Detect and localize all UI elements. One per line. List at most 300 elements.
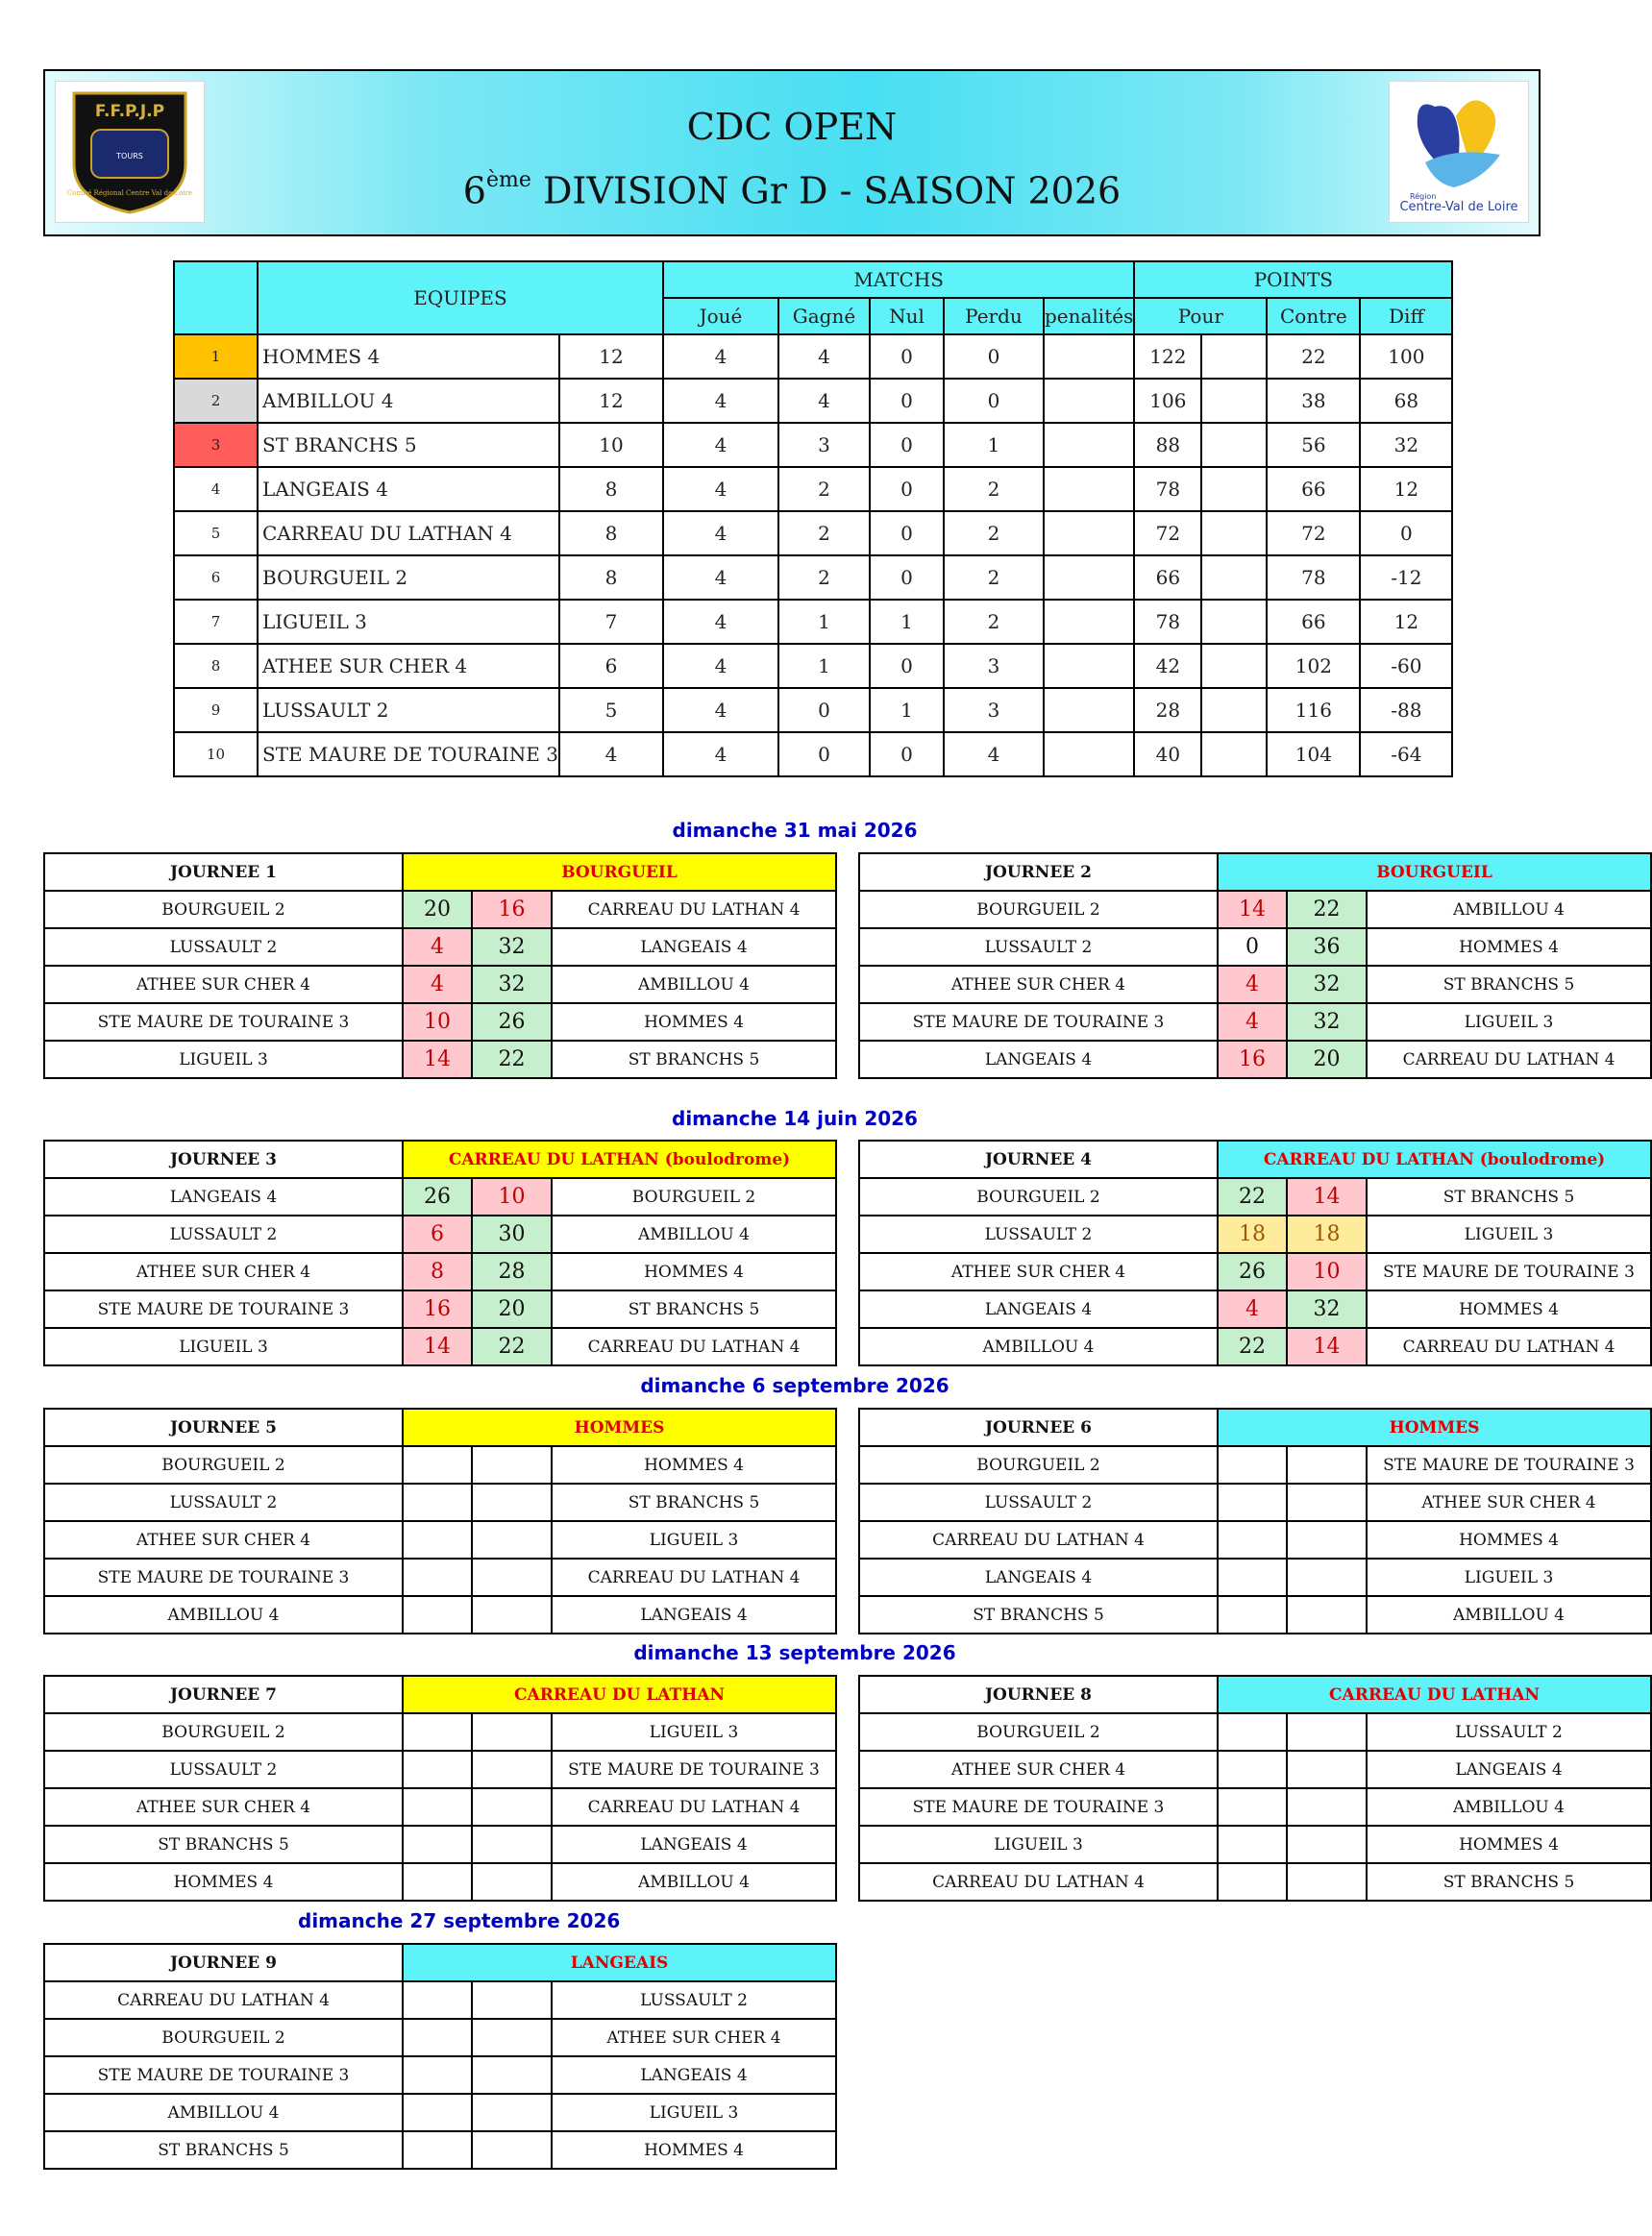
home-team: LANGEAIS 4 [44, 1178, 403, 1216]
match-row [44, 1003, 836, 1041]
away-score: 30 [472, 1216, 552, 1253]
away-team: AMBILLOU 4 [1367, 1596, 1651, 1634]
rank-cell: 9 [174, 688, 258, 732]
gagne-cell: 2 [778, 511, 870, 555]
team-points-cell: 8 [559, 511, 663, 555]
diff-cell: -64 [1360, 732, 1452, 776]
away-team: STE MAURE DE TOURAINE 3 [1367, 1446, 1651, 1484]
gagne-cell: 4 [778, 379, 870, 423]
standings-body [174, 334, 1452, 776]
match-row [44, 1826, 836, 1863]
match-row [859, 966, 1651, 1003]
contre-cell: 72 [1267, 511, 1360, 555]
home-score [1218, 1521, 1287, 1559]
journee-venue: HOMMES [403, 1409, 836, 1446]
home-score: 26 [403, 1178, 472, 1216]
home-team: BOURGUEIL 2 [44, 891, 403, 928]
away-score [472, 2094, 552, 2131]
away-score [1287, 1559, 1367, 1596]
home-score: 22 [1218, 1178, 1287, 1216]
home-score: 14 [403, 1041, 472, 1078]
away-score [1287, 1713, 1367, 1751]
penalites-cell [1044, 334, 1134, 379]
contre-cell: 104 [1267, 732, 1360, 776]
journee-title: JOURNEE 1 [44, 853, 403, 891]
away-team: CARREAU DU LATHAN 4 [1367, 1041, 1651, 1078]
penalites-cell [1044, 600, 1134, 644]
match-row [44, 928, 836, 966]
title-line-2 [45, 156, 1539, 220]
away-team: LIGUEIL 3 [552, 1713, 836, 1751]
team-name-cell: LUSSAULT 2 [258, 688, 559, 732]
home-team: ST BRANCHS 5 [859, 1596, 1218, 1634]
home-score: 4 [403, 928, 472, 966]
pour-header: Pour [1134, 298, 1267, 334]
home-score: 4 [1218, 1290, 1287, 1328]
away-score: 28 [472, 1253, 552, 1290]
match-row [44, 1713, 836, 1751]
away-team: ST BRANCHS 5 [552, 1484, 836, 1521]
contre-cell: 102 [1267, 644, 1360, 688]
rank-cell: 8 [174, 644, 258, 688]
pour-cell: 88 [1134, 423, 1201, 467]
gagne-cell: 1 [778, 644, 870, 688]
joue-cell: 4 [663, 379, 778, 423]
match-row [859, 1788, 1651, 1826]
page-header [43, 69, 1541, 236]
home-score [1218, 1484, 1287, 1521]
home-team: ATHEE SUR CHER 4 [859, 1751, 1218, 1788]
home-score [403, 1596, 472, 1634]
team-points-cell: 7 [559, 600, 663, 644]
perdu-cell: 3 [944, 688, 1044, 732]
standings-row [174, 511, 1452, 555]
home-team: ATHEE SUR CHER 4 [44, 1788, 403, 1826]
nul-cell: 0 [870, 732, 944, 776]
away-team: LANGEAIS 4 [552, 928, 836, 966]
match-row [44, 1216, 836, 1253]
away-team: HOMMES 4 [1367, 1826, 1651, 1863]
joue-cell: 4 [663, 334, 778, 379]
diff-cell: 12 [1360, 467, 1452, 511]
home-score: 18 [1218, 1216, 1287, 1253]
home-team: STE MAURE DE TOURAINE 3 [44, 1290, 403, 1328]
journee-table [858, 1675, 1652, 1902]
penalites-cell [1044, 423, 1134, 467]
away-score: 36 [1287, 928, 1367, 966]
away-score [472, 1981, 552, 2019]
contre-cell: 22 [1267, 334, 1360, 379]
away-team: LANGEAIS 4 [552, 1826, 836, 1863]
region-logo [1389, 81, 1529, 223]
away-score [1287, 1788, 1367, 1826]
standings-row [174, 555, 1452, 600]
home-score: 4 [403, 966, 472, 1003]
match-row [859, 1041, 1651, 1078]
journee-header-row [44, 1141, 836, 1178]
away-team: LIGUEIL 3 [552, 1521, 836, 1559]
home-score: 16 [1218, 1041, 1287, 1078]
away-team: AMBILLOU 4 [1367, 1788, 1651, 1826]
away-team: CARREAU DU LATHAN 4 [552, 891, 836, 928]
contre-header: Contre [1267, 298, 1360, 334]
match-row [44, 2056, 836, 2094]
home-score [403, 1826, 472, 1863]
away-team: HOMMES 4 [1367, 928, 1651, 966]
away-score: 14 [1287, 1178, 1367, 1216]
team-points-cell: 12 [559, 379, 663, 423]
standings-table [173, 260, 1453, 777]
home-team: ATHEE SUR CHER 4 [859, 966, 1218, 1003]
team-name-cell: LIGUEIL 3 [258, 600, 559, 644]
away-score [1287, 1446, 1367, 1484]
away-score: 10 [472, 1178, 552, 1216]
home-team: LUSSAULT 2 [44, 928, 403, 966]
penalites-cell [1044, 467, 1134, 511]
blank-cell [1201, 555, 1267, 600]
nul-cell: 0 [870, 555, 944, 600]
journee-title: JOURNEE 6 [859, 1409, 1218, 1446]
journee-venue: BOURGUEIL [1218, 853, 1651, 891]
team-name-cell: BOURGUEIL 2 [258, 555, 559, 600]
home-score [1218, 1596, 1287, 1634]
nul-cell: 0 [870, 644, 944, 688]
home-team: STE MAURE DE TOURAINE 3 [859, 1003, 1218, 1041]
journee-title: JOURNEE 7 [44, 1676, 403, 1713]
away-score [1287, 1751, 1367, 1788]
journee-header-row [44, 1944, 836, 1981]
gagne-cell: 3 [778, 423, 870, 467]
blank-cell [1201, 600, 1267, 644]
gagne-cell: 2 [778, 467, 870, 511]
away-team: HOMMES 4 [1367, 1521, 1651, 1559]
match-row [859, 1328, 1651, 1365]
home-team: LIGUEIL 3 [44, 1041, 403, 1078]
journee-header-row [859, 1676, 1651, 1713]
journee-header-row [859, 1409, 1651, 1446]
pour-cell: 78 [1134, 600, 1201, 644]
home-score [403, 1446, 472, 1484]
nul-cell: 0 [870, 379, 944, 423]
home-team: BOURGUEIL 2 [859, 1446, 1218, 1484]
region-word: Région [1410, 192, 1437, 201]
home-score [1218, 1446, 1287, 1484]
nul-cell: 0 [870, 334, 944, 379]
penalites-header: penalités [1044, 298, 1134, 334]
match-row [44, 1178, 836, 1216]
away-score [1287, 1484, 1367, 1521]
gagne-cell: 0 [778, 688, 870, 732]
home-score [403, 1863, 472, 1901]
perdu-cell: 0 [944, 334, 1044, 379]
rank-cell: 2 [174, 379, 258, 423]
contre-cell: 116 [1267, 688, 1360, 732]
away-score [472, 2056, 552, 2094]
pour-cell: 28 [1134, 688, 1201, 732]
journee-title: JOURNEE 5 [44, 1409, 403, 1446]
away-team: LANGEAIS 4 [1367, 1751, 1651, 1788]
away-team: HOMMES 4 [552, 1003, 836, 1041]
blank-cell [1201, 511, 1267, 555]
joue-cell: 4 [663, 600, 778, 644]
away-team: HOMMES 4 [552, 1253, 836, 1290]
away-team: BOURGUEIL 2 [552, 1178, 836, 1216]
nul-cell: 0 [870, 467, 944, 511]
journee-venue: HOMMES [1218, 1409, 1651, 1446]
day-title-5: dimanche 27 septembre 2026 [298, 1909, 621, 1932]
match-row [859, 1559, 1651, 1596]
diff-cell: 100 [1360, 334, 1452, 379]
home-team: LUSSAULT 2 [859, 1216, 1218, 1253]
match-row [44, 1863, 836, 1901]
journee-header-row [44, 853, 836, 891]
match-row [44, 1981, 836, 2019]
home-team: BOURGUEIL 2 [44, 1446, 403, 1484]
match-row [859, 928, 1651, 966]
away-team: ATHEE SUR CHER 4 [552, 2019, 836, 2056]
home-score: 22 [1218, 1328, 1287, 1365]
home-team: BOURGUEIL 2 [44, 1713, 403, 1751]
away-score: 26 [472, 1003, 552, 1041]
home-score: 8 [403, 1253, 472, 1290]
journee-title: JOURNEE 8 [859, 1676, 1218, 1713]
page-title [45, 98, 1539, 220]
away-team: LIGUEIL 3 [552, 2094, 836, 2131]
away-score: 32 [472, 928, 552, 966]
joue-cell: 4 [663, 732, 778, 776]
away-team: HOMMES 4 [552, 1446, 836, 1484]
away-team: ST BRANCHS 5 [552, 1041, 836, 1078]
diff-cell: 12 [1360, 600, 1452, 644]
home-score [403, 1484, 472, 1521]
away-team: LIGUEIL 3 [1367, 1003, 1651, 1041]
away-team: LIGUEIL 3 [1367, 1559, 1651, 1596]
penalites-cell [1044, 555, 1134, 600]
standings-row [174, 644, 1452, 688]
pour-cell: 40 [1134, 732, 1201, 776]
home-team: ST BRANCHS 5 [44, 1826, 403, 1863]
match-row [859, 1713, 1651, 1751]
match-row [44, 1446, 836, 1484]
blank-cell [1201, 732, 1267, 776]
home-score: 20 [403, 891, 472, 928]
matchs-header: MATCHS [663, 261, 1134, 298]
home-team: LIGUEIL 3 [859, 1826, 1218, 1863]
perdu-cell: 2 [944, 600, 1044, 644]
away-score: 22 [472, 1328, 552, 1365]
match-row [859, 1290, 1651, 1328]
match-row [44, 1290, 836, 1328]
rank-cell: 6 [174, 555, 258, 600]
home-score: 16 [403, 1290, 472, 1328]
away-score: 20 [472, 1290, 552, 1328]
home-team: ST BRANCHS 5 [44, 2131, 403, 2169]
match-row [859, 1521, 1651, 1559]
away-score [1287, 1521, 1367, 1559]
match-row [44, 1559, 836, 1596]
team-points-cell: 5 [559, 688, 663, 732]
joue-cell: 4 [663, 423, 778, 467]
blank-cell [1201, 688, 1267, 732]
home-score: 4 [1218, 966, 1287, 1003]
away-score [1287, 1826, 1367, 1863]
contre-cell: 66 [1267, 600, 1360, 644]
points-header: POINTS [1134, 261, 1452, 298]
home-team: LUSSAULT 2 [859, 928, 1218, 966]
team-points-cell: 12 [559, 334, 663, 379]
away-team: AMBILLOU 4 [1367, 891, 1651, 928]
diff-cell: -12 [1360, 555, 1452, 600]
home-team: LUSSAULT 2 [859, 1484, 1218, 1521]
journee-title: JOURNEE 4 [859, 1141, 1218, 1178]
away-score: 10 [1287, 1253, 1367, 1290]
home-score: 4 [1218, 1003, 1287, 1041]
perdu-cell: 2 [944, 555, 1044, 600]
match-row [44, 1788, 836, 1826]
blank-cell [1201, 334, 1267, 379]
joue-cell: 4 [663, 467, 778, 511]
match-row [859, 1863, 1651, 1901]
equipes-header: EQUIPES [258, 261, 663, 334]
team-name-cell: ATHEE SUR CHER 4 [258, 644, 559, 688]
away-team: HOMMES 4 [552, 2131, 836, 2169]
home-team: LANGEAIS 4 [859, 1041, 1218, 1078]
away-score [472, 2131, 552, 2169]
standings-row [174, 467, 1452, 511]
journee-venue: CARREAU DU LATHAN (boulodrome) [1218, 1141, 1651, 1178]
gagne-cell: 4 [778, 334, 870, 379]
nul-cell: 0 [870, 511, 944, 555]
match-row [859, 891, 1651, 928]
rank-cell: 5 [174, 511, 258, 555]
rank-cell: 7 [174, 600, 258, 644]
match-row [44, 891, 836, 928]
diff-cell: 68 [1360, 379, 1452, 423]
home-team: ATHEE SUR CHER 4 [44, 1253, 403, 1290]
home-score [403, 2131, 472, 2169]
home-team: CARREAU DU LATHAN 4 [859, 1863, 1218, 1901]
away-score: 32 [1287, 966, 1367, 1003]
journee-header-row [859, 853, 1651, 891]
match-row [44, 966, 836, 1003]
nul-cell: 0 [870, 423, 944, 467]
journee-header-row [859, 1141, 1651, 1178]
home-score: 26 [1218, 1253, 1287, 1290]
journee-venue: LANGEAIS [403, 1944, 836, 1981]
journee-venue: CARREAU DU LATHAN [1218, 1676, 1651, 1713]
journee-venue: CARREAU DU LATHAN (boulodrome) [403, 1141, 836, 1178]
team-points-cell: 8 [559, 555, 663, 600]
gagne-cell: 1 [778, 600, 870, 644]
away-score: 32 [1287, 1003, 1367, 1041]
standings-row [174, 600, 1452, 644]
nul-cell: 1 [870, 600, 944, 644]
contre-cell: 38 [1267, 379, 1360, 423]
away-team: CARREAU DU LATHAN 4 [552, 1559, 836, 1596]
away-score: 16 [472, 891, 552, 928]
match-row [859, 1751, 1651, 1788]
match-row [859, 1596, 1651, 1634]
home-score [1218, 1751, 1287, 1788]
match-row [44, 1596, 836, 1634]
match-row [44, 1253, 836, 1290]
away-team: LUSSAULT 2 [1367, 1713, 1651, 1751]
away-team: LUSSAULT 2 [552, 1981, 836, 2019]
diff-cell: -60 [1360, 644, 1452, 688]
home-score [1218, 1826, 1287, 1863]
away-team: ST BRANCHS 5 [1367, 1178, 1651, 1216]
joue-header: Joué [663, 298, 778, 334]
nul-header: Nul [870, 298, 944, 334]
journee-header-row [44, 1409, 836, 1446]
pour-cell: 42 [1134, 644, 1201, 688]
away-team: CARREAU DU LATHAN 4 [552, 1788, 836, 1826]
contre-cell: 56 [1267, 423, 1360, 467]
home-score: 14 [403, 1328, 472, 1365]
match-row [859, 1003, 1651, 1041]
home-team: LUSSAULT 2 [44, 1751, 403, 1788]
team-points-cell: 6 [559, 644, 663, 688]
journee-table [858, 1408, 1652, 1634]
home-score [403, 1521, 472, 1559]
journee-table [858, 1140, 1652, 1366]
away-score [472, 1751, 552, 1788]
away-score [472, 1863, 552, 1901]
away-score [472, 1521, 552, 1559]
team-name-cell: LANGEAIS 4 [258, 467, 559, 511]
journee-title: JOURNEE 9 [44, 1944, 403, 1981]
standings-row [174, 379, 1452, 423]
home-score [1218, 1713, 1287, 1751]
diff-cell: -88 [1360, 688, 1452, 732]
home-team: BOURGUEIL 2 [859, 1178, 1218, 1216]
away-score: 14 [1287, 1328, 1367, 1365]
blank-cell [1201, 423, 1267, 467]
away-team: LANGEAIS 4 [552, 1596, 836, 1634]
joue-cell: 4 [663, 555, 778, 600]
penalites-cell [1044, 688, 1134, 732]
standings-row [174, 732, 1452, 776]
home-team: ATHEE SUR CHER 4 [44, 966, 403, 1003]
home-score [1218, 1788, 1287, 1826]
away-score: 18 [1287, 1216, 1367, 1253]
home-team: STE MAURE DE TOURAINE 3 [859, 1788, 1218, 1826]
away-score: 32 [1287, 1290, 1367, 1328]
away-team: CARREAU DU LATHAN 4 [1367, 1328, 1651, 1365]
away-score [472, 1559, 552, 1596]
home-team: HOMMES 4 [44, 1863, 403, 1901]
away-team: STE MAURE DE TOURAINE 3 [1367, 1253, 1651, 1290]
match-row [44, 1751, 836, 1788]
team-name-cell: ST BRANCHS 5 [258, 423, 559, 467]
home-team: STE MAURE DE TOURAINE 3 [44, 1559, 403, 1596]
match-row [44, 1041, 836, 1078]
home-team: ATHEE SUR CHER 4 [859, 1253, 1218, 1290]
rank-cell: 4 [174, 467, 258, 511]
journee-table [43, 852, 837, 1079]
home-score [403, 1559, 472, 1596]
match-row [44, 1328, 836, 1365]
penalites-cell [1044, 732, 1134, 776]
home-score [1218, 1863, 1287, 1901]
perdu-cell: 4 [944, 732, 1044, 776]
home-team: AMBILLOU 4 [44, 2094, 403, 2131]
journee-venue: BOURGUEIL [403, 853, 836, 891]
rank-cell: 1 [174, 334, 258, 379]
home-score [1218, 1559, 1287, 1596]
logo-bottom-text: Comité Régional Centre Val de Loire [66, 189, 193, 197]
team-points-cell: 4 [559, 732, 663, 776]
